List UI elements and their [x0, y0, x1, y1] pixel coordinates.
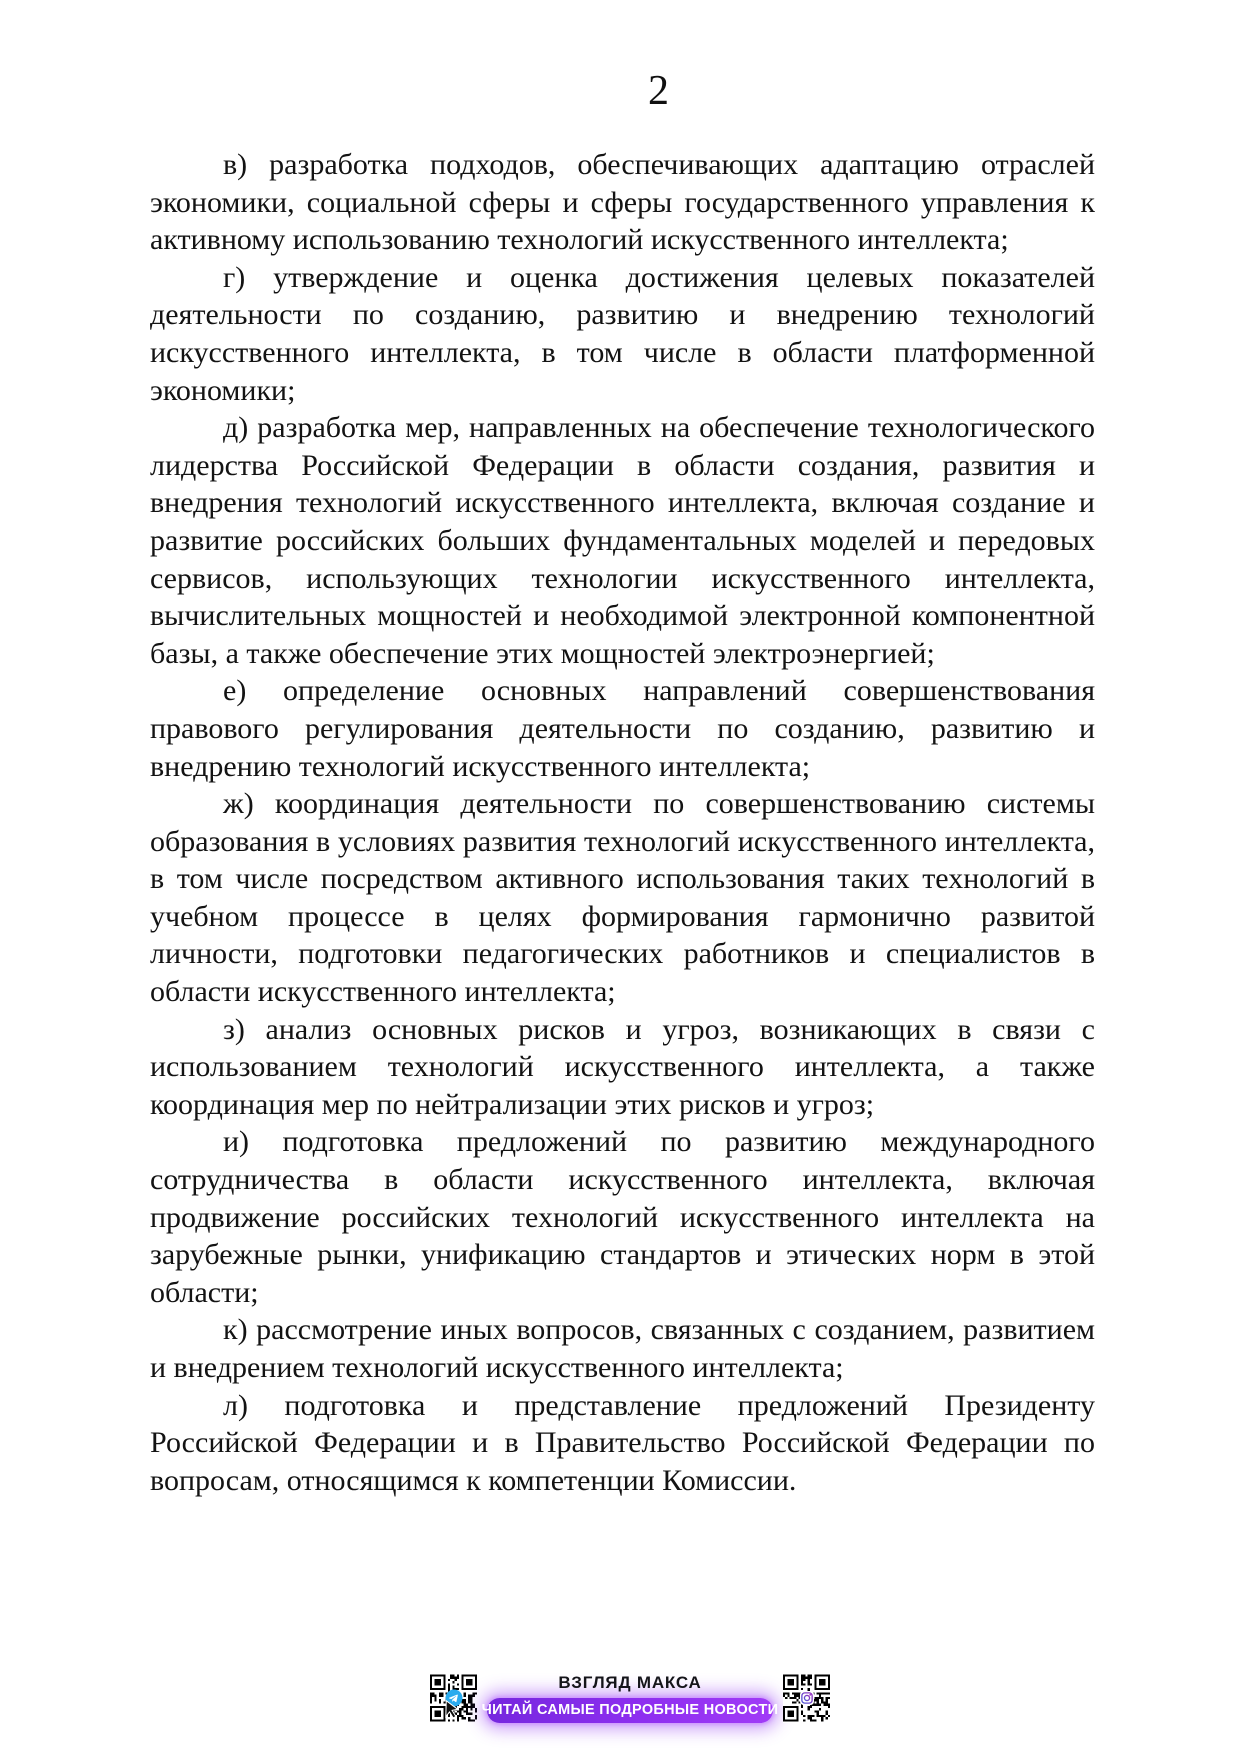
- paragraph-zh: ж) координация деятельности по совершенствованию системы образования в условиях развития технологий искусственного интеллекта, в том числе посредством активного использования таких технологий в учебном процессе в целях формирования гармонично развитой личности, подготовки педагогических работников и специалистов в области искусственного интеллекта;: [150, 787, 1095, 1009]
- paragraph-l: л) подготовка и представление предложений Президенту Российской Федерации и в Правительство Российской Федерации по вопросам, относящимся к компетенции Комиссии.: [150, 1388, 1095, 1497]
- instagram-icon: [800, 1691, 814, 1705]
- paragraph-e: е) определение основных направлений совершенствования правового регулирования деятельности по созданию, развитию и внедрению технологий искусственного интеллекта;: [150, 674, 1095, 783]
- paragraph-d: д) разработка мер, направленных на обеспечение технологического лидерства Российской Федерации в области создания, развития и внедрения технологий искусственного интеллекта, включая создание и развитие российских больших фундаментальных моделей и передовых сервисов, использующих технологии искусственного интеллекта, вычислительных мощностей и необходимой электронной компонентной базы, а также обеспечение этих мощностей электроэнергией;: [150, 411, 1095, 670]
- footer-center: [482, 1674, 778, 1723]
- qr-code-instagram: [783, 1673, 830, 1723]
- document-body: [150, 146, 1095, 1499]
- paragraph-z: з) анализ основных рисков и угроз, возникающих в связи с использованием технологий искусственного интеллекта, а также координация мер по нейтрализации этих рисков и угроз;: [150, 1012, 1095, 1121]
- page-number: 2: [648, 68, 669, 114]
- qr-code-telegram: [430, 1673, 477, 1723]
- paragraph-k: к) рассмотрение иных вопросов, связанных с созданием, развитием и внедрением технологий искусственного интеллекта;: [150, 1313, 1095, 1384]
- cursor-arrow-icon: [442, 1697, 465, 1722]
- paragraph-g: г) утверждение и оценка достижения целевых показателей деятельности по созданию, развитию и внедрению технологий искусственного интеллекта, в том числе в области платформенной экономики;: [150, 260, 1095, 407]
- paragraph-i: и) подготовка предложений по развитию международного сотрудничества в области искусственного интеллекта, включая продвижение российских технологий искусственного интеллекта на зарубежные рынки, унификацию стандартов и этических норм в этой области;: [150, 1125, 1095, 1309]
- footer-tagline-label: ЧИТАЙ САМЫЕ ПОДРОБНЫЕ НОВОСТИ: [481, 1702, 779, 1719]
- footer-brand-title: ВЗГЛЯД МАКСА: [558, 1673, 702, 1692]
- paragraph-v: в) разработка подходов, обеспечивающих адаптацию отраслей экономики, социальной сферы и сферы государственного управления к активному использованию технологий искусственного интеллекта;: [150, 148, 1095, 257]
- footer-promo-banner: [430, 1669, 830, 1729]
- footer-tagline-pill: [481, 1698, 779, 1723]
